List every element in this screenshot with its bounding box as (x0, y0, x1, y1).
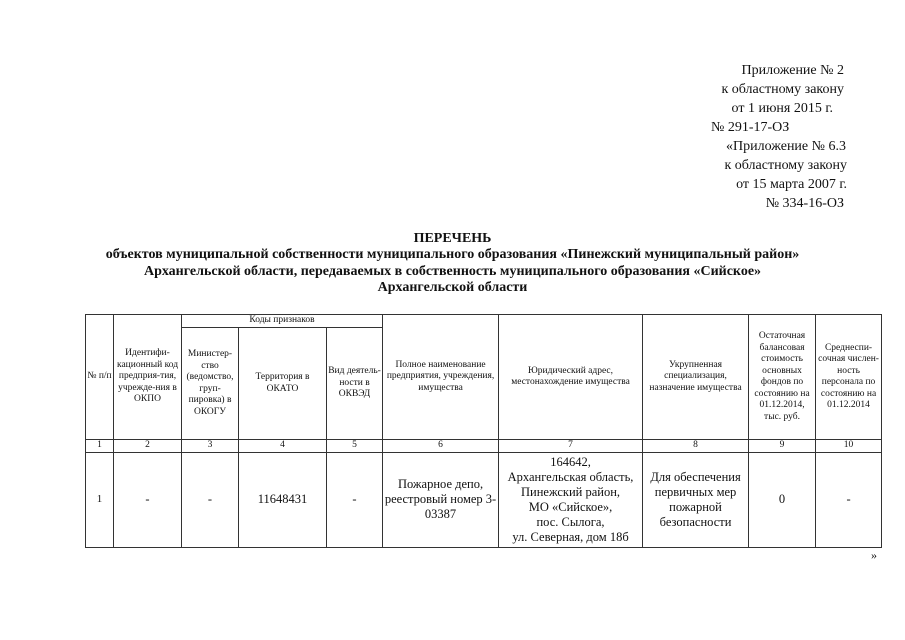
document-heading: ПЕРЕЧЕНЬ (413, 231, 492, 246)
appendix-6-3-line-4: № 334-16-ОЗ (765, 196, 844, 211)
row-okved: - (327, 452, 383, 547)
closing-quote-mark: » (871, 548, 877, 562)
header-okved: Вид деятель-ности в ОКВЭД (327, 328, 383, 440)
header-codes-group: Коды признаков (182, 315, 383, 328)
header-purpose: Укрупненная специализация, назначение имущества (643, 315, 749, 440)
row-num: 1 (86, 452, 114, 547)
document-title-line-2: Архангельской области, передаваемых в собственность муниципального образования «Сийское» (143, 264, 762, 279)
appendix-6-3-line-2: к областному закону (724, 158, 847, 173)
header-address: Юридический адрес, местонахождение имущества (499, 315, 643, 440)
row-name: Пожарное депо, реестровый номер 3-03387 (383, 452, 499, 547)
address-line: МО «Сийское», (528, 499, 613, 514)
row-okpo: - (114, 452, 182, 547)
appendix-2-line-4: № 291-17-ОЗ (711, 120, 790, 135)
appendix-2-line-3: от 1 июня 2015 г. (731, 101, 833, 116)
appendix-2-line-1: Приложение № 2 (741, 63, 844, 78)
document-title-line-1: объектов муниципальной собственности муниципального образования «Пинежский муниципальный район» (105, 247, 800, 262)
column-number: 3 (182, 440, 239, 453)
header-num: № п/п (86, 315, 114, 440)
appendix-6-3-line-3: от 15 марта 2007 г. (736, 177, 847, 192)
row-staff: - (816, 452, 882, 547)
column-number: 4 (239, 440, 327, 453)
column-number: 10 (816, 440, 882, 453)
header-okpo: Идентифи-кационный код предприя-тия, учрежде-ния в ОКПО (114, 315, 182, 440)
header-okogu: Министер-ство (ведомство, груп-пировка) в ОКОГУ (182, 328, 239, 440)
column-number: 6 (383, 440, 499, 453)
column-number: 8 (643, 440, 749, 453)
address-line: 164642, (550, 454, 591, 469)
document-title-line-3: Архангельской области (377, 280, 528, 295)
address-line: ул. Северная, дом 18б (512, 529, 629, 544)
row-purpose: Для обеспечения первичных мер пожарной безопасности (643, 452, 749, 547)
column-number: 2 (114, 440, 182, 453)
column-number: 9 (749, 440, 816, 453)
header-balance: Остаточная балансовая стоимость основных фондов по состоянию на 01.12.2014, тыс. руб. (749, 315, 816, 440)
appendix-2-line-2: к областному закону (721, 82, 844, 97)
header-name: Полное наименование предприятия, учреждения, имущества (383, 315, 499, 440)
row-address (499, 452, 643, 547)
address-line: Пинежский район, (521, 484, 621, 499)
header-staff: Среднеспи-сочная числен-ность персонала по состоянию на 01.12.2014 (816, 315, 882, 440)
column-number: 7 (499, 440, 643, 453)
column-number: 1 (86, 440, 114, 453)
header-okato: Территория в ОКАТО (239, 328, 327, 440)
column-number: 5 (327, 440, 383, 453)
appendix-6-3-line-1: «Приложение № 6.3 (726, 139, 846, 154)
property-list-table (85, 314, 882, 548)
address-line: Архангельская область, (507, 469, 634, 484)
row-okato: 11648431 (239, 452, 327, 547)
table-row (86, 452, 882, 547)
address-line: пос. Сылога, (536, 514, 605, 529)
row-balance: 0 (749, 452, 816, 547)
row-okogu: - (182, 452, 239, 547)
